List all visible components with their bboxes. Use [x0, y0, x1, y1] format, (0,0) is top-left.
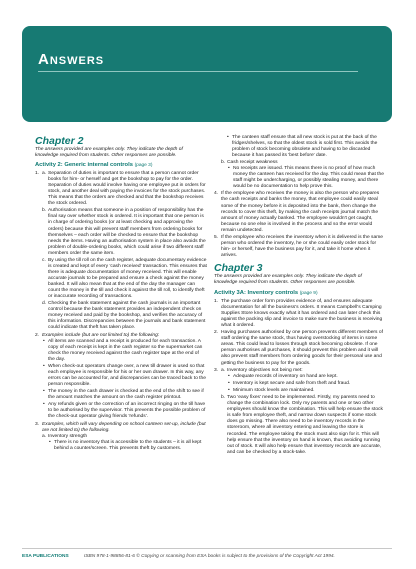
activity-answer-1	[214, 299, 384, 329]
activity-answer-2	[214, 330, 384, 366]
activity-title: Activity 3A: Inventory controls	[214, 289, 299, 296]
activity-heading	[35, 161, 207, 170]
chapter-intro: The answers provided are examples only. They indicate the depth of knowledge required from students. Other responses are possible.	[214, 274, 362, 286]
bullet-text: All items are scanned and a receipt is produced for each transaction. A copy of each receipt is kept in the cash register so the supermarket can check the money received against the cash register tape at the end of the day.	[48, 338, 203, 362]
footer-divider	[22, 548, 392, 549]
bullet-icon: •	[43, 389, 45, 395]
answer-3a-continued	[214, 135, 384, 159]
answer-letter: b.	[221, 395, 226, 401]
bullet-text: No receipts are issued. This means there is no proof of how much money the canteen has received for the day. This could mean that the staff might be undercharging, or possibly stealing money, and there would be no documentation to help prove this.	[233, 166, 384, 190]
bullet-text: When check-out operators change over, a new till drawer is used so that each employee is responsible for his or her own drawer. In this way, any errors can be accounted for, and discrepancies can be traced back to the person responsible.	[48, 364, 206, 388]
bullet-text: Any refunds given or the correction of an incorrect ringing on the till have to be authorised by the supervisor. This prevents the possible problem of the check-out operator giving friends 'refunds'.	[48, 402, 206, 420]
question-4	[214, 191, 384, 233]
chapter-heading: Chapter 2	[35, 135, 84, 147]
answer-text: By using the till roll on the cash register, adequate documentary evidence is created and kept of every 'cash received' transaction. This ensures that there is adequate documentation of money received. This will enable accurate journals to be prepared and ensure a check against the money banked. It will also mean that at the end of the day the manager can count the money in the till and check it against the till roll, to identify theft or inaccurate recording of transactions.	[48, 257, 207, 300]
question-number: 3.	[214, 368, 219, 374]
bullet-icon: •	[227, 135, 229, 140]
bullet-text: There is no inventory that is accessible to the students – it is all kept behind a counter/screen. This prevents theft by customers.	[54, 440, 202, 452]
answer-1d	[42, 301, 207, 331]
bullet-icon: •	[43, 402, 45, 408]
bullet-item	[226, 135, 384, 159]
page-title: Answers	[38, 51, 105, 68]
answer-3b	[221, 395, 384, 455]
bullet-text: Minimum stock levels are maintained.	[233, 388, 315, 394]
answer-text: Separation of duties is important to ensure that a person cannot order books for him- or herself and get the bookshop to pay for the order. Separation of duties would involve having one employee put in orders for stock, and another deal with paying the invoices for the stock purchases. This means that the orders are checked and that the bookshop receives the stock ordered.	[48, 171, 206, 207]
answer-3a	[42, 434, 207, 452]
left-column	[35, 135, 207, 454]
bullet-item	[42, 389, 207, 401]
bullet-text: The money in the cash drawer is checked at the end of the shift to see if the amount matches the amount on the cash register printout.	[48, 389, 204, 401]
answer-text: Cash receipt weakness	[227, 160, 278, 166]
answer-text: The purchase order form provides evidence of, and ensures adequate documentation for all the business's orders. It means Campbell's Camping Supplies Store knows exactly what it has ordered and can later check this against the packing slip and invoice to make sure the business is receiving what it ordered.	[221, 298, 383, 328]
answer-text: Inventory strength	[48, 434, 88, 440]
answer-text: If the employee who receives the money is also the person who prepares the cash receipts and banks the money, that employee could easily steal some of the money before it is deposited into the bank, then change the records to cover this theft, by making the cash receipts journal match the amount of money actually banked. The employee wouldn't get caught, because no one else is involved in the process and so the error would remain undetected.	[221, 191, 380, 233]
activity-title: Activity 2: Generic internal controls	[35, 162, 133, 169]
chapter-heading: Chapter 3	[214, 262, 263, 275]
answer-1a	[42, 171, 207, 207]
answer-text: Inventory objectives not being met:	[227, 368, 303, 374]
copyright-notice: ISBN 978-1-98856-81-6 © Copying or scanning from ESA books is subject to the provisions of the Copyright Act 1994.	[84, 554, 335, 559]
answer-3b	[221, 160, 384, 190]
answer-1b	[42, 208, 207, 256]
question-number: 1.	[214, 298, 219, 304]
question-number: 2.	[35, 332, 40, 338]
answer-text: Examples include (but are not limited to) the following:	[42, 332, 160, 338]
answers-banner	[22, 26, 392, 122]
bullet-icon: •	[228, 388, 230, 394]
bullet-icon: •	[228, 166, 230, 172]
answer-letter: d.	[42, 301, 47, 307]
activity-answer-3	[214, 368, 384, 456]
bullet-item	[227, 381, 384, 387]
answer-letter: c.	[42, 257, 46, 263]
bullet-text: Adequate records of inventory on hand are kept.	[233, 374, 338, 380]
question-1	[35, 171, 207, 331]
answer-3a	[221, 368, 384, 394]
bullet-item	[42, 339, 207, 363]
answer-letter: a.	[42, 171, 47, 177]
answer-text: Authorisation means that someone in a position of responsibility has the final say over whether stock is ordered. It is important that one person is in charge of ordering books (or at least checking and approving the orders) because this will prevent staff members from ordering books for themselves – each order will be checked to ensure that the bookshop needs the items. Having an authorisation system in place also avoids the problem of double-ordering books, which could arise if two different staff members order the same item.	[48, 208, 206, 256]
question-2	[35, 333, 207, 421]
page-footer	[22, 551, 392, 562]
bullet-text: Inventory is kept secure and safe from theft and fraud.	[233, 381, 351, 387]
question-3	[35, 422, 207, 452]
banner-divider	[38, 71, 358, 72]
answer-letter: b.	[42, 208, 47, 214]
chapter-intro: The answers provided are examples only. They indicate the depth of knowledge required from students. Other responses are possible.	[35, 147, 183, 159]
bullet-icon: •	[228, 374, 230, 380]
activity-page-ref: (page 9)	[299, 290, 318, 296]
question-number: 5.	[214, 235, 219, 241]
bullet-text: The canteen staff ensure that all new stock is put at the back of the fridges/shelves, so that the oldest stock is sold first. This avoids the problem of stock becoming obsolete and having to be discarded because it has passed its 'best before' date.	[232, 135, 378, 159]
publisher-logo: ESA PUBLICATIONS	[22, 554, 69, 559]
answer-text: Checking the bank statement against the cash journals is an important control because the bank statement provides an independent check on money received and paid by the bookshop, and verifies the accuracy of this information. Discrepancies between the journals and bank statement could indicate that theft has taken place.	[48, 301, 206, 331]
answer-text: If the employee who receives the inventory when it is delivered is the same person who ordered the inventory, he or she could easily order stock for him- or herself, have the business pay for it, and take it home when it arrives.	[221, 235, 384, 259]
bullet-item	[48, 440, 207, 452]
bullet-icon: •	[43, 338, 45, 344]
answer-text: Having purchases authorised by one person prevents different members of staff ordering the same stock, thus having overstocking of items in some areas. This could lead to losses through stock becoming obsolete. If one person authorises all purchases, it should prevent this problem and it will also prevent staff members from ordering goods for their personal use and getting the business to pay for the goods.	[221, 330, 383, 366]
answer-text: Two 'easy fixes' need to be implemented. Firstly, my parents need to change the combination lock. Only my parents and one or two other employees should know the combination. This will help ensure the stock is safe from employee theft, and narrow down suspects if some stock does go missing. There also need to be inventory records in the storeroom, where all inventory entering and leaving the store is recorded. The employee taking the stock must also sign for it. This will help ensure that the inventory on hand is known, thus avoiding running out of stock. It will also help ensure that inventory records are accurate, and can be checked by a stock-take.	[227, 395, 383, 455]
bullet-icon: •	[43, 364, 45, 370]
answer-1c	[42, 258, 207, 300]
question-5	[214, 235, 384, 259]
question-number: 2.	[214, 330, 219, 336]
answer-letter: a.	[42, 434, 47, 440]
bullet-icon: •	[228, 381, 230, 387]
bullet-item	[227, 388, 384, 394]
right-column	[214, 135, 384, 457]
question-number: 4.	[214, 191, 219, 197]
bullet-icon: •	[49, 440, 51, 446]
answer-letter: a.	[221, 368, 226, 374]
bullet-item	[227, 166, 384, 190]
bullet-item	[42, 364, 207, 388]
activity-heading	[214, 289, 384, 298]
question-number: 3.	[35, 421, 40, 427]
question-number: 1.	[35, 171, 40, 177]
answer-letter: b.	[221, 160, 226, 166]
activity-page-ref: (page 3)	[134, 163, 153, 169]
bullet-item	[42, 402, 207, 420]
bullet-item	[227, 374, 384, 380]
answer-text: Examples, which will vary depending on school canteen set-up, include (but are not limited to) the following.	[42, 421, 206, 434]
